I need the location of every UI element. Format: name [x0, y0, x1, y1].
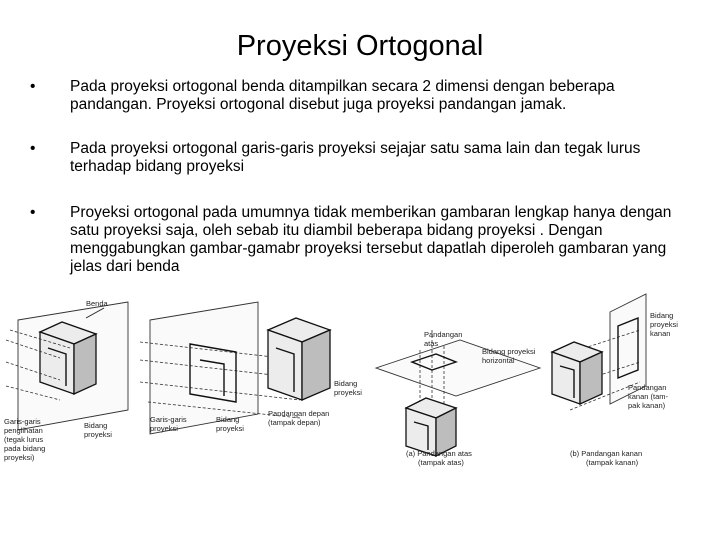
bullet-item [30, 204, 690, 276]
object-side-1 [74, 334, 96, 394]
bullet-dot: • [30, 140, 36, 157]
object-side-4 [580, 352, 602, 404]
label-benda: Benda [86, 299, 108, 308]
label-garis-penglihatan: Garis-garis penglihatan (tegak lurus pada bidang proyeksi) [4, 417, 46, 462]
label-pandangan-atas: Pandangan atas [424, 330, 463, 348]
bullet-text: Proyeksi ortogonal pada umumnya tidak memberikan gambaran lengkap hanya dengan satu proyeksi saja, oleh sebab itu diambil beberapa bidang proyeksi . Dengan menggabungkan gambar-gamabr proyeksi tersebut dapatlah diperoleh gambaran yang jelas dari benda [70, 204, 672, 275]
bullet-text: Pada proyeksi ortogonal benda ditampilkan secara 2 dimensi dengan beberapa pandangan. Proyeksi ortogonal disebut juga proyeksi pandangan jamak. [70, 78, 615, 113]
label-bidang-proyeksi-kanan: Bidang proyeksi kanan [650, 311, 678, 338]
object-side-2 [302, 330, 330, 400]
panel-object-and-plane [4, 299, 128, 462]
bullet-item [30, 140, 690, 176]
label-bidang-proyeksi-1: Bidang proyeksi [84, 421, 112, 439]
slide-title: Proyeksi Ortogonal [236, 30, 484, 62]
panel-front-projection [140, 302, 362, 434]
bullet-item [30, 78, 690, 114]
caption-b: (b) Pandangan kanan (tampak kanan) [570, 449, 643, 467]
panel-side-projection [552, 294, 680, 467]
caption-a: (a) Pandangan atas (tampak atas) [406, 449, 472, 467]
object-front-2 [268, 330, 302, 400]
label-bidang-proyeksi-horizontal: Bidang proyeksi horizontal [482, 347, 536, 365]
bullet-dot: • [30, 204, 36, 221]
panel-top-projection [376, 330, 540, 467]
label-garis-garis-proyeksi: Garis-garis proyeksi [150, 415, 187, 433]
bullet-dot: • [30, 78, 36, 95]
bullet-text: Pada proyeksi ortogonal garis-garis proyeksi sejajar satu sama lain dan tegak lurus terhadap bidang proyeksi [70, 140, 641, 175]
orthographic-projection-illustration [0, 290, 720, 480]
label-bidang-proyeksi-2: Bidang proyeksi [216, 415, 244, 433]
label-bidang-proyeksi-3: Bidang proyeksi [334, 379, 362, 397]
label-pandangan-depan: Pandangan depan (tampak depan) [268, 409, 330, 427]
label-pandangan-kanan: Pandangan kanan (tam- pak kanan) [628, 383, 669, 410]
